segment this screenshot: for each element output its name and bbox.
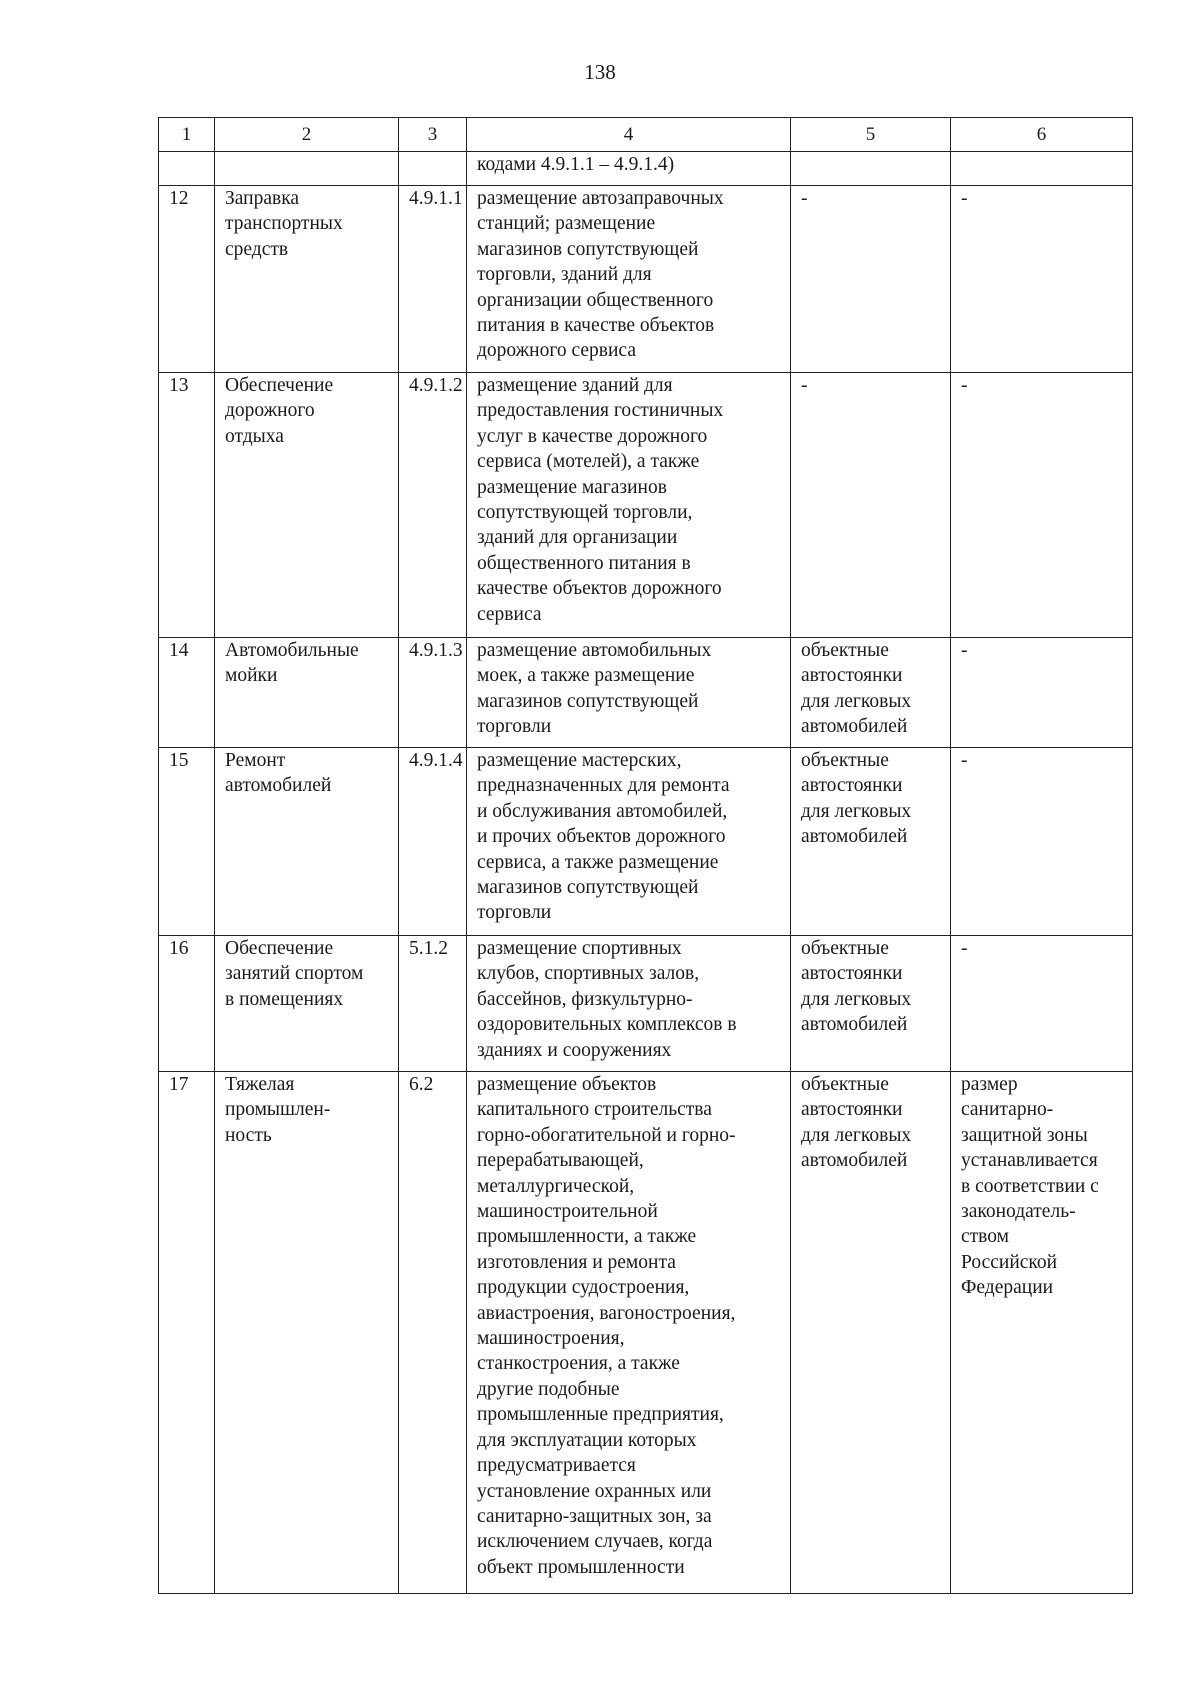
cell-num [159,152,215,186]
row-description: размещение объектов капитального строительства горно-обогатительной и горно- перерабатывающей, металлургической, машиностроительной промышленности, а также изготовления и ремонта продукции судостроения, авиастроения, вагоностроения, машиностроения, станкостроения, а также другие подобные промышленные предприятия, для эксплуатации которых предусматривается установление охранных или санитарно-защитных зон, за исключением случаев, когда объект промышленности [467,1072,791,1594]
table-row [159,186,1133,373]
row-code: 4.9.1.3 [399,638,467,748]
cell-description: кодами 4.9.1.1 – 4.9.1.4) [467,152,791,186]
row-name: Ремонт автомобилей [215,748,399,936]
header-col-4: 4 [467,118,791,152]
header-col-6: 6 [951,118,1133,152]
row-number: 12 [159,186,215,373]
row-code: 6.2 [399,1072,467,1594]
header-col-1: 1 [159,118,215,152]
page-number: 138 [584,60,616,84]
cell-code [399,152,467,186]
row-number: 14 [159,638,215,748]
row-parking: объектные автостоянки для легковых автомобилей [791,1072,951,1594]
row-note: - [951,748,1133,936]
cell-note [951,152,1133,186]
header-col-2: 2 [215,118,399,152]
cell-name [215,152,399,186]
row-note: - [951,936,1133,1072]
row-parking: объектные автостоянки для легковых автомобилей [791,748,951,936]
cell-parking [791,152,951,186]
row-code: 4.9.1.4 [399,748,467,936]
row-name: Обеспечение занятий спортом в помещениях [215,936,399,1072]
row-code: 4.9.1.2 [399,373,467,638]
row-note: - [951,373,1133,638]
continuation-row [159,152,1133,186]
header-col-5: 5 [791,118,951,152]
row-number: 15 [159,748,215,936]
row-note: размер санитарно- защитной зоны устанавливается в соответствии с законодатель- ством Российской Федерации [951,1072,1133,1594]
row-parking: объектные автостоянки для легковых автомобилей [791,638,951,748]
row-description: размещение спортивных клубов, спортивных залов, бассейнов, физкультурно- оздоровительных комплексов в зданиях и сооружениях [467,936,791,1072]
header-row [159,118,1133,152]
table-row [159,936,1133,1072]
row-code: 5.1.2 [399,936,467,1072]
row-parking: - [791,186,951,373]
row-description: размещение автомобильных моек, а также размещение магазинов сопутствующей торговли [467,638,791,748]
row-name: Заправка транспортных средств [215,186,399,373]
row-number: 16 [159,936,215,1072]
table-row [159,373,1133,638]
row-parking: объектные автостоянки для легковых автомобилей [791,936,951,1072]
row-number: 13 [159,373,215,638]
row-name: Обеспечение дорожного отдыха [215,373,399,638]
row-note: - [951,638,1133,748]
row-number: 17 [159,1072,215,1594]
row-description: размещение автозаправочных станций; размещение магазинов сопутствующей торговли, зданий для организации общественного питания в качестве объектов дорожного сервиса [467,186,791,373]
row-note: - [951,186,1133,373]
table-row [159,638,1133,748]
row-parking: - [791,373,951,638]
row-description: размещение мастерских, предназначенных для ремонта и обслуживания автомобилей, и прочих объектов дорожного сервиса, а также размещение магазинов сопутствующей торговли [467,748,791,936]
row-code: 4.9.1.1 [399,186,467,373]
row-description: размещение зданий для предоставления гостиничных услуг в качестве дорожного сервиса (мотелей), а также размещение магазинов сопутствующей торговли, зданий для организации общественного питания в качестве объектов дорожного сервиса [467,373,791,638]
row-name: Тяжелая промышлен- ность [215,1072,399,1594]
table-row [159,1072,1133,1594]
header-col-3: 3 [399,118,467,152]
row-name: Автомобильные мойки [215,638,399,748]
table-row [159,748,1133,936]
land-use-table [158,117,1133,1594]
